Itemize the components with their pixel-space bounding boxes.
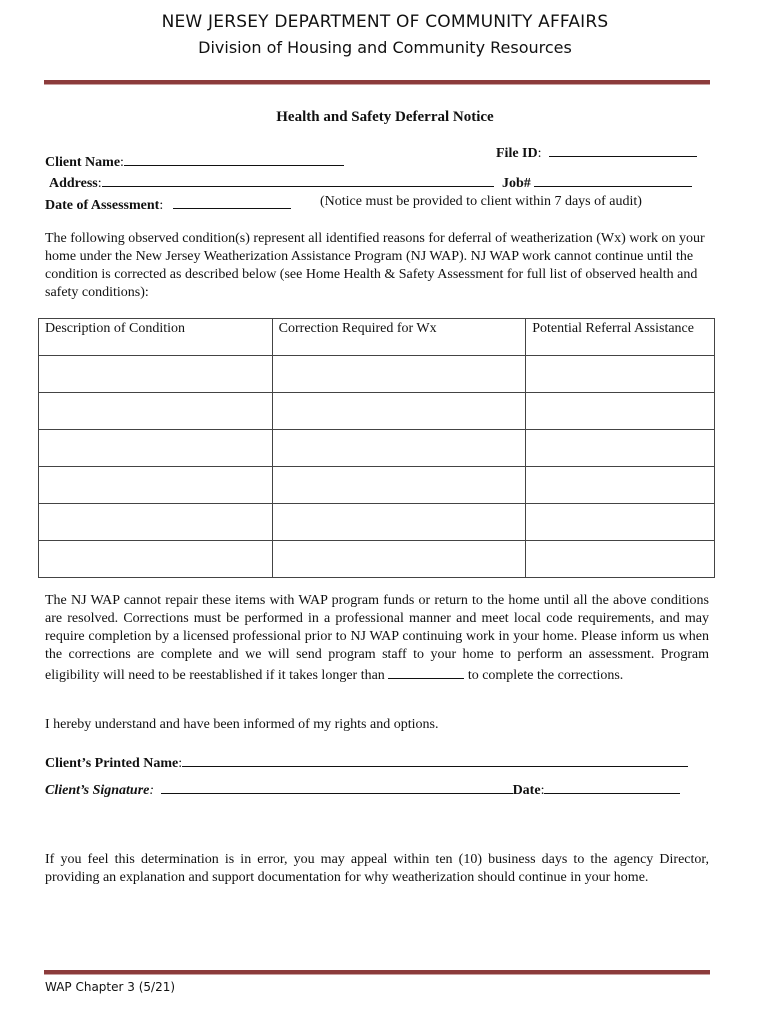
table-cell[interactable] — [526, 504, 715, 541]
printed-name-field[interactable] — [182, 752, 688, 767]
table-row — [39, 467, 715, 504]
table-cell[interactable] — [39, 541, 273, 578]
footer-rule — [44, 970, 710, 975]
table-cell[interactable] — [526, 393, 715, 430]
table-cell[interactable] — [272, 430, 526, 467]
table-row — [39, 504, 715, 541]
file-id-colon: : — [537, 146, 542, 161]
table-cell[interactable] — [526, 430, 715, 467]
signature-colon: : — [149, 783, 155, 798]
division-title: Division of Housing and Community Resources — [198, 38, 572, 57]
table-cell[interactable] — [272, 467, 526, 504]
job-field[interactable] — [534, 172, 692, 187]
intro-paragraph: The following observed condition(s) represent all identified reasons for deferral of weatherization (Wx) work on your home under the New Jersey Weatherization Assistance Program (NJ WAP). NJ WAP work cannot continue until the condition is corrected as described below (see Home Health & Safety Assessment for full list of observed health and safety conditions): — [45, 231, 705, 300]
table-cell[interactable] — [39, 504, 273, 541]
program-text: The NJ WAP cannot repair these items with WAP program funds or return to the home until all the above conditions are resolved. Corrections must be performed in a professional manner and meet local code requirements, and may require completion by a licensed professional prior to NJ WAP continuing work in your home. Please inform us when the corrections are complete and we will send program staff to your home to perform an assessment. Program eligibility will need to be reestablished if it takes longer than — [45, 593, 709, 683]
table-cell[interactable] — [526, 356, 715, 393]
agency-title: NEW JERSEY DEPARTMENT OF COMMUNITY AFFAIRS — [161, 12, 609, 32]
signature-date-field[interactable] — [544, 779, 680, 794]
job-label: Job# — [502, 176, 531, 191]
table-cell[interactable] — [39, 467, 273, 504]
address-label: Address — [49, 176, 98, 191]
table-header-correction: Correction Required for Wx — [272, 319, 526, 356]
date-assessment-label: Date of Assessment — [45, 198, 160, 213]
table-cell[interactable] — [272, 541, 526, 578]
program-text-end: to complete the corrections. — [464, 668, 624, 683]
table-cell[interactable] — [272, 356, 526, 393]
table-cell[interactable] — [272, 393, 526, 430]
date-assessment-field[interactable] — [173, 194, 291, 209]
file-id-field[interactable] — [549, 142, 697, 157]
client-name-colon: : — [120, 155, 124, 170]
printed-name-row — [45, 752, 688, 772]
table-header-description: Description of Condition — [39, 319, 273, 356]
footer-text: WAP Chapter 3 (5/21) — [45, 980, 176, 994]
job-row — [502, 172, 692, 192]
time-limit-blank[interactable] — [388, 664, 464, 679]
address-colon: : — [97, 176, 102, 191]
header-rule — [44, 80, 710, 85]
conditions-table — [38, 318, 715, 578]
signature-label: Client’s Signature — [45, 783, 150, 798]
printed-name-label: Client’s Printed Name — [45, 756, 179, 771]
table-cell[interactable] — [526, 467, 715, 504]
address-row — [49, 172, 494, 192]
table-row — [39, 356, 715, 393]
signature-row — [45, 779, 680, 799]
signature-date-label: Date — [512, 783, 541, 798]
table-cell[interactable] — [526, 541, 715, 578]
date-assessment-row — [45, 194, 291, 214]
table-cell[interactable] — [39, 430, 273, 467]
notice-title: Health and Safety Deferral Notice — [276, 109, 494, 125]
table-row — [39, 393, 715, 430]
client-name-field[interactable] — [124, 151, 344, 166]
table-header-row — [39, 319, 715, 356]
printed-name-colon: : — [178, 756, 183, 771]
client-name-row — [45, 151, 344, 171]
program-paragraph — [45, 592, 709, 685]
file-id-row — [496, 142, 697, 162]
table-header-referral: Potential Referral Assistance — [526, 319, 715, 356]
address-field[interactable] — [102, 172, 494, 187]
client-name-label: Client Name — [45, 155, 121, 170]
date-assessment-colon: : — [159, 198, 164, 213]
signature-field[interactable] — [161, 779, 513, 794]
notice-note: (Notice must be provided to client within 7 days of audit) — [320, 194, 642, 209]
table-cell[interactable] — [39, 356, 273, 393]
table-row — [39, 430, 715, 467]
acknowledge-text: I hereby understand and have been informed of my rights and options. — [45, 717, 439, 732]
signature-date-colon: : — [540, 783, 545, 798]
appeal-paragraph: If you feel this determination is in error, you may appeal within ten (10) business days to the agency Director, providing an explanation and support documentation for why weatherization should continue in your home. — [45, 852, 709, 885]
table-cell[interactable] — [39, 393, 273, 430]
table-cell[interactable] — [272, 504, 526, 541]
file-id-label: File ID — [496, 146, 538, 161]
table-row — [39, 541, 715, 578]
